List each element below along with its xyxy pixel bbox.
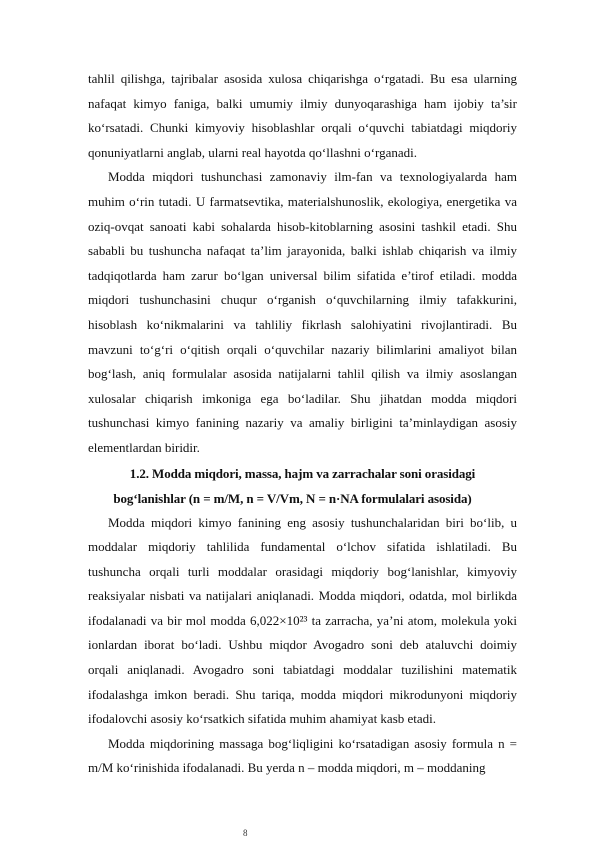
paragraph-1: tahlil qilishga, tajribalar asosida xulosa chiqarishga o‘rgatadi. Bu esa ularning nafaqat kimyo faniga, balki umumiy ilmiy dunyoqarashiga ham ijobiy ta’sir ko‘rsatadi. Chunki kimyoviy hisoblashlar orqali o‘quvchi tabiatdagi miqdoriy qonuniyatlarni anglab, ularni real hayotda qo‘llashni o‘rganadi. xyxy=(88,71,517,160)
paragraph-2: Modda miqdori tushunchasi zamonaviy ilm-fan va texnologiyalarda ham muhim o‘rin tutadi. U farmatsevtika, materialshunoslik, ekologiya, energetika va oziq-ovqat sanoati kabi sohalarda hisob-kitoblarning asosini tashkil etadi. Shu sababli bu tushuncha nafaqat ta’lim jarayonida, balki ishlab chiqarish va ilmiy tadqiqotlarda ham zarur bo‘lgan universal bilim sifatida e’tirof etiladi. modda miqdori tushunchasini chuqur o‘rganish o‘quvchilarning ilmiy tafakkurini, hisoblash ko‘nikmalarini va tahliliy fikrlash salohiyatini rivojlantiradi. Bu mavzuni to‘g‘ri o‘qitish orqali o‘quvchilar nazariy bilimlarini amaliyot bilan bog‘lash, aniq formulalar asosida natijalarni tahlil qilish va ilmiy asoslangan xulosalar chiqarish imkoniga ega bo‘ladilar. Shu jihatdan modda miqdori tushunchasi kimyo fanining nazariy va amaliy birligini ta’minlaydigan asosiy elementlardan biridir. xyxy=(88,169,517,455)
section-heading-line-2: bog‘lanishlar (n = m/M, n = V/Vm, N = n·NA formulalari asosida) xyxy=(113,490,472,506)
page-number: 8 xyxy=(243,828,248,838)
document-page xyxy=(88,67,517,781)
paragraph-4: Modda miqdorining massaga bog‘liqligini ko‘rsatadigan asosiy formula n = m/M ko‘rinishida ifodalanadi. Bu yerda n – modda miqdori, m – moddaning xyxy=(88,735,517,776)
section-heading-line-1: 1.2. Modda miqdori, massa, hajm va zarrachalar soni orasidagi xyxy=(129,465,476,481)
paragraph-3: Modda miqdori kimyo fanining eng asosiy tushunchalaridan biri bo‘lib, u moddalar miqdoriy tahlilida fundamental o‘lchov sifatida ishlatiladi. Bu tushuncha orqali turli moddalar orasidagi miqdoriy bog‘lanishlar, kimyoviy reaksiyalar nisbati va natijalari aniqlanadi. Modda miqdori, odatda, mol birlikda ifodalanadi va bir mol modda 6,022×10²³ ta zarracha, ya’ni atom, molekula yoki ionlardan iborat bo‘ladi. Ushbu miqdor Avogadro soni deb ataluvchi doimiy orqali aniqlanadi. Avogadro soni tabiatdagi moddalar tuzilishini matematik ifodalashga imkon beradi. Shu tariqa, modda miqdori mikrodunyoni miqdoriy ifodalovchi asosiy ko‘rsatkich sifatida muhim ahamiyat kasb etadi. xyxy=(88,514,517,727)
